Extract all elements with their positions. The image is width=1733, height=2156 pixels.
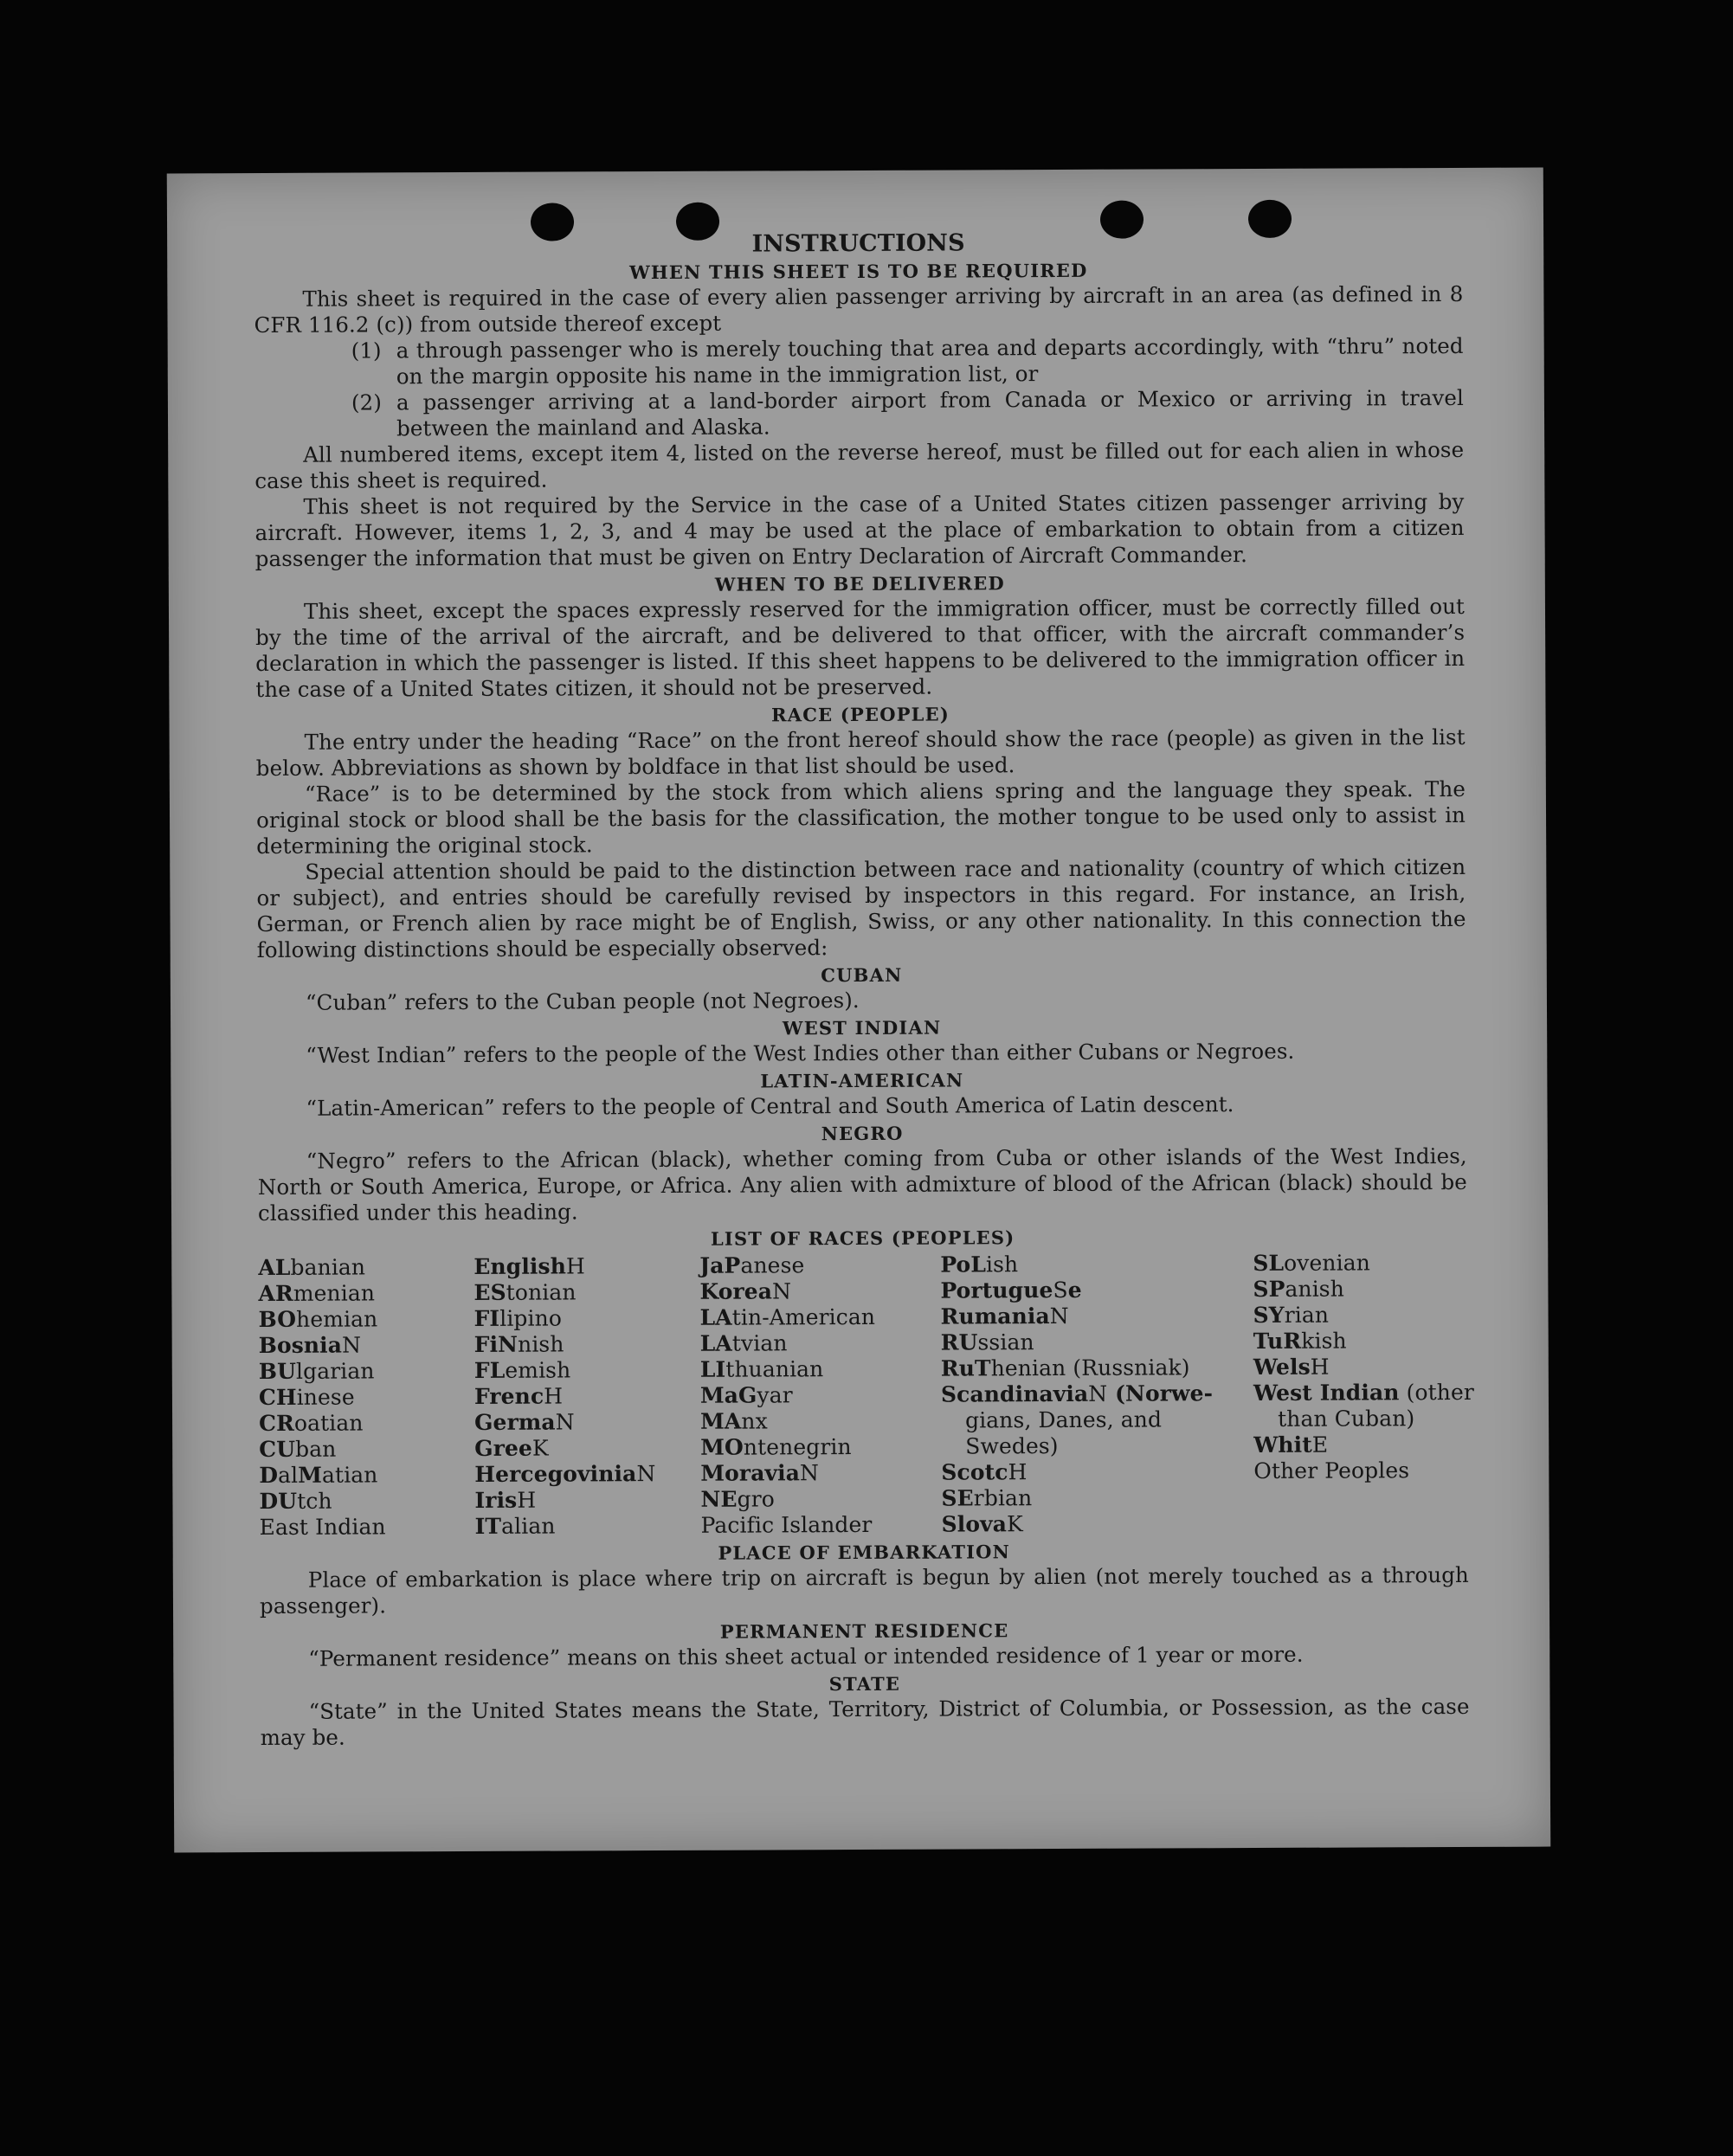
heading-cuban: CUBAN xyxy=(821,963,903,987)
race-name-part: nx xyxy=(741,1408,768,1434)
paragraph: “West Indian” refers to the people of the West Indies other than either Cubans or Negroes. xyxy=(306,1038,1295,1068)
race-name-part: N xyxy=(771,1278,792,1304)
race-entry xyxy=(1253,1276,1467,1303)
paragraph: This sheet, except the spaces expressly reserved for the immigration officer, must be correctly filled out by the time of the arrival of the aircraft, and be delivered to that officer, with the aircraft commander’s declaration in which the passenger is listed. If this sheet happens to be delivered to the immigration officer in the case of a United States citizen, it should not be preserved. xyxy=(255,593,1466,703)
race-abbrev: Scandinavia xyxy=(940,1380,1089,1407)
race-abbrev: Scotc xyxy=(941,1459,1008,1485)
race-abbrev: English xyxy=(474,1253,567,1279)
race-abbrev: BU xyxy=(258,1358,297,1385)
race-abbrev: NE xyxy=(700,1486,738,1512)
race-entry xyxy=(474,1357,700,1384)
race-abbrev: Iris xyxy=(474,1487,518,1513)
race-abbrev: Moravia xyxy=(700,1460,801,1486)
race-abbrev: Wels xyxy=(1253,1354,1311,1380)
heading-embarkation: PLACE OF EMBARKATION xyxy=(718,1541,1011,1564)
heading-when-delivered: WHEN TO BE DELIVERED xyxy=(714,572,1005,595)
race-name-part: tvian xyxy=(731,1330,788,1356)
race-abbrev: Gree xyxy=(474,1435,533,1461)
race-abbrev: Whit xyxy=(1253,1432,1312,1458)
race-entry xyxy=(259,1332,474,1359)
race-entry xyxy=(700,1330,941,1357)
race-abbrev: MO xyxy=(700,1434,744,1460)
race-entry xyxy=(474,1331,700,1358)
race-name-part: East Indian xyxy=(259,1514,386,1541)
race-abbrev: LI xyxy=(699,1356,726,1382)
race-abbrev: TuR xyxy=(1253,1328,1302,1355)
race-name-part: rbian xyxy=(973,1485,1033,1511)
race-entry xyxy=(258,1280,474,1307)
race-name-part: H xyxy=(1008,1459,1028,1485)
exception-item xyxy=(254,385,1464,442)
race-abbrev: FiN xyxy=(474,1331,519,1357)
race-entry xyxy=(701,1512,942,1539)
race-entry xyxy=(474,1461,700,1488)
race-name-part: alian xyxy=(501,1513,556,1539)
race-entry xyxy=(1253,1379,1474,1406)
race-abbrev: SP xyxy=(1253,1276,1285,1303)
race-entry xyxy=(259,1410,474,1437)
race-entry xyxy=(474,1279,699,1306)
race-name-part: thuanian xyxy=(725,1356,824,1382)
race-entry xyxy=(941,1458,1253,1486)
race-name-part: (other xyxy=(1399,1379,1474,1406)
race-name-part: emish xyxy=(505,1357,571,1383)
heading-negro: NEGRO xyxy=(821,1122,904,1145)
race-entry xyxy=(1253,1406,1468,1432)
item-text: a through passenger who is merely touching that area and departs accordingly, with “thru” noted on the margin opposite his name in the immigration list, or xyxy=(396,332,1464,389)
race-entry xyxy=(940,1303,1253,1330)
race-name-part: tonian xyxy=(506,1279,577,1305)
race-name-part: ovenian xyxy=(1284,1250,1370,1276)
race-entry xyxy=(700,1356,941,1383)
race-name-part: rian xyxy=(1284,1302,1330,1328)
race-entry xyxy=(941,1329,1253,1356)
paragraph: “Permanent residence” means on this sheet actual or intended residence of 1 year or more. xyxy=(308,1641,1304,1671)
race-abbrev: West Indian xyxy=(1253,1380,1400,1406)
race-entry xyxy=(700,1486,941,1513)
paragraph: “Latin-American” refers to the people of Central and South America of Latin descent. xyxy=(306,1091,1234,1121)
race-entry xyxy=(1253,1432,1468,1458)
heading-latin-american: LATIN-AMERICAN xyxy=(760,1069,964,1092)
heading-list-of-races: LIST OF RACES (PEOPLES) xyxy=(710,1226,1015,1250)
race-name-part: ish xyxy=(985,1252,1019,1278)
race-name-part: kish xyxy=(1301,1328,1347,1354)
race-abbrev: DU xyxy=(259,1488,298,1515)
race-abbrev: IT xyxy=(474,1513,502,1539)
race-name-part: anish xyxy=(1285,1276,1344,1302)
race-name-part: N xyxy=(1049,1303,1069,1329)
heading-state: STATE xyxy=(828,1672,901,1696)
race-entry xyxy=(474,1487,700,1514)
race-entry xyxy=(1253,1354,1468,1380)
race-name-part: hemian xyxy=(296,1306,378,1332)
race-name-part: than Cuban) xyxy=(1278,1406,1415,1432)
race-name-part: Swedes) xyxy=(965,1432,1059,1459)
paragraph: Special attention should be paid to the distinction between race and nationality (country of which citizen or subject), and entries should be carefully revised by inspectors in this regard. For instance, an Irish, German, or French alien by race might be of English, Swiss, or any other nationality. In this connection the following distinctions should be especially observed: xyxy=(256,853,1466,963)
race-abbrev: D xyxy=(259,1462,279,1489)
race-abbrev: SE xyxy=(941,1485,974,1511)
race-name-part: anese xyxy=(740,1252,805,1278)
paragraph: “Negro” refers to the African (black), whether coming from Cuba or other islands of the West Indies, North or South America, Europe, or Africa. Any alien with admixture of blood of the African (black) should be classified under this heading. xyxy=(257,1142,1467,1226)
race-entry xyxy=(259,1488,474,1515)
race-name-part: K xyxy=(1006,1511,1023,1537)
race-entry xyxy=(259,1358,474,1385)
race-abbrev: JaP xyxy=(699,1252,741,1278)
race-abbrev: AL xyxy=(258,1254,291,1281)
item-number: (2) xyxy=(351,389,383,415)
race-entry xyxy=(700,1434,941,1461)
heading-when-required: WHEN THIS SHEET IS TO BE REQUIRED xyxy=(629,259,1088,284)
race-abbrev: FI xyxy=(474,1305,500,1331)
race-entry xyxy=(474,1253,699,1280)
race-column xyxy=(258,1254,474,1541)
paragraph: Place of embarkation is place where trip on aircraft is begun by alien (not merely touched as a through passenger). xyxy=(259,1561,1469,1619)
race-name-part: banian xyxy=(290,1254,366,1280)
paragraph: “State” in the United States means the State, Territory, District of Columbia, or Possession, as the case may be. xyxy=(260,1693,1470,1751)
race-entry xyxy=(941,1432,1253,1460)
paragraph: All numbered items, except item 4, listed on the reverse hereof, must be filled out for each alien in whose case this sheet is required. xyxy=(254,436,1465,494)
race-name-part: H xyxy=(517,1487,537,1513)
paragraph: “Race” is to be determined by the stock from which aliens spring and the language they speak. The original stock or blood shall be the basis for the classification, the mother tongue to be used only to assist in determining the original stock. xyxy=(255,776,1466,859)
instructions-text xyxy=(254,228,1474,1751)
race-abbrev: RuT xyxy=(940,1355,991,1381)
race-entry xyxy=(474,1383,700,1410)
race-name-part: H xyxy=(544,1383,564,1409)
race-column xyxy=(940,1251,1253,1538)
race-name-part: N xyxy=(799,1460,820,1486)
race-entry xyxy=(259,1384,474,1411)
race-entry xyxy=(258,1254,474,1281)
race-column xyxy=(1253,1250,1474,1536)
race-name-part: ssian xyxy=(977,1329,1034,1355)
item-text: a passenger arriving at a land-border airport from Canada or Mexico or arriving in travel between the mainland and Alaska. xyxy=(396,384,1464,441)
race-abbrev: LA xyxy=(699,1330,732,1356)
race-abbrev: MaG xyxy=(699,1382,757,1408)
page-title: INSTRUCTIONS xyxy=(751,229,965,258)
race-abbrev: Frenc xyxy=(474,1383,544,1409)
race-entry xyxy=(1253,1302,1467,1329)
race-name-part: Other Peoples xyxy=(1253,1458,1410,1484)
race-abbrev: AR xyxy=(258,1280,293,1307)
race-name-part: lipino xyxy=(499,1305,563,1331)
race-entry xyxy=(941,1380,1253,1408)
race-entry xyxy=(474,1305,699,1332)
race-column xyxy=(474,1253,700,1540)
race-name-part: henian (Russniak) xyxy=(990,1355,1190,1381)
race-abbrev: Rumania xyxy=(940,1303,1050,1329)
race-name-part: E xyxy=(1311,1432,1329,1458)
race-name-part: H xyxy=(1310,1354,1330,1380)
race-entry xyxy=(259,1462,474,1489)
race-entry xyxy=(941,1355,1253,1382)
race-entry xyxy=(699,1304,940,1331)
race-abbrev: CH xyxy=(258,1384,297,1411)
race-entry xyxy=(941,1406,1253,1434)
race-abbrev: M xyxy=(298,1462,323,1488)
race-entry xyxy=(700,1382,941,1409)
race-abbrev: Portugue xyxy=(940,1278,1053,1303)
race-name-part: menian xyxy=(293,1280,376,1306)
race-entry xyxy=(259,1436,474,1463)
race-entry xyxy=(942,1510,1254,1538)
paragraph: “Cuban” refers to the Cuban people (not Negroes). xyxy=(305,987,860,1015)
race-name-part: nish xyxy=(518,1331,564,1357)
race-list xyxy=(258,1250,1474,1541)
race-abbrev: Korea xyxy=(699,1278,773,1304)
race-entry xyxy=(260,1514,475,1541)
race-name-part: N xyxy=(636,1461,656,1487)
race-entry xyxy=(475,1513,701,1540)
race-name-part: gians, Danes, and xyxy=(965,1406,1163,1433)
document-sheet xyxy=(167,168,1550,1853)
race-name-part: K xyxy=(531,1435,549,1461)
race-entry xyxy=(700,1460,941,1487)
race-abbrev: BO xyxy=(258,1306,297,1333)
race-name-part: atian xyxy=(321,1462,378,1488)
race-abbrev: SL xyxy=(1253,1250,1285,1277)
race-name-part: ban xyxy=(295,1436,337,1462)
paragraph: This sheet is required in the case of every alien passenger arriving by aircraft in an area (as defined in 8 CFR 116.2 (c)) from outside thereof except xyxy=(254,280,1464,338)
race-abbrev: FL xyxy=(474,1357,506,1383)
race-abbrev: PoL xyxy=(940,1252,987,1278)
race-entry xyxy=(474,1409,700,1436)
race-column xyxy=(699,1252,941,1539)
heading-race: RACE (PEOPLE) xyxy=(771,703,950,726)
race-name-part: ntenegrin xyxy=(743,1434,852,1460)
race-abbrev: CR xyxy=(259,1410,295,1437)
race-entry xyxy=(940,1251,1253,1278)
race-entry xyxy=(474,1435,700,1462)
race-entry xyxy=(941,1484,1253,1512)
race-abbrev: Bosnia xyxy=(258,1332,343,1359)
race-name-part: N xyxy=(555,1409,575,1435)
race-abbrev: CU xyxy=(259,1436,296,1463)
race-name-part: al xyxy=(278,1462,299,1488)
race-name-part: N xyxy=(1088,1380,1108,1406)
race-name-part: Pacific Islander xyxy=(700,1511,873,1538)
race-name-part: tch xyxy=(297,1488,332,1514)
race-abbrev: (Norwe- xyxy=(1107,1380,1214,1406)
race-entry xyxy=(258,1306,474,1333)
race-abbrev: Hercegovinia xyxy=(474,1461,637,1487)
race-abbrev: ES xyxy=(474,1279,506,1305)
race-entry xyxy=(700,1408,941,1435)
race-name-part: yar xyxy=(757,1382,793,1408)
race-name-part: N xyxy=(341,1332,362,1358)
race-entry xyxy=(699,1252,940,1279)
item-number: (1) xyxy=(351,338,382,364)
race-abbrev: LA xyxy=(699,1304,732,1330)
paragraph: This sheet is not required by the Service in the case of a United States citizen passenger arriving by aircraft. However, items 1, 2, 3, and 4 may be used at the place of embarkation to obtain from a citizen passenger the information that must be given on Entry Declaration of Aircraft Commander. xyxy=(254,488,1465,572)
race-abbrev: SY xyxy=(1253,1302,1285,1329)
race-entry xyxy=(940,1277,1253,1304)
exception-item xyxy=(254,333,1464,390)
race-name-part: H xyxy=(565,1253,585,1279)
race-abbrev: e xyxy=(1067,1277,1082,1303)
heading-permanent-residence: PERMANENT RESIDENCE xyxy=(719,1619,1009,1643)
race-abbrev: Slova xyxy=(941,1511,1008,1537)
race-name-part: tin-American xyxy=(731,1303,876,1330)
race-entry xyxy=(699,1278,940,1305)
race-abbrev: MA xyxy=(700,1408,742,1434)
race-entry xyxy=(1253,1250,1467,1277)
race-entry xyxy=(1253,1328,1468,1355)
race-name-part: oatian xyxy=(293,1410,364,1436)
heading-west-indian: WEST INDIAN xyxy=(782,1016,942,1039)
race-abbrev: Germa xyxy=(474,1409,556,1435)
race-name-part: lgarian xyxy=(295,1358,375,1384)
race-abbrev: RU xyxy=(940,1329,978,1355)
race-name-part: S xyxy=(1053,1277,1068,1303)
race-entry xyxy=(1253,1458,1468,1484)
race-name-part: gro xyxy=(737,1486,775,1512)
race-name-part: inese xyxy=(296,1384,355,1410)
paragraph: The entry under the heading “Race” on the front hereof should show the race (people) as given in the list below. Abbreviations as shown by boldface in that list should be used. xyxy=(255,724,1466,782)
